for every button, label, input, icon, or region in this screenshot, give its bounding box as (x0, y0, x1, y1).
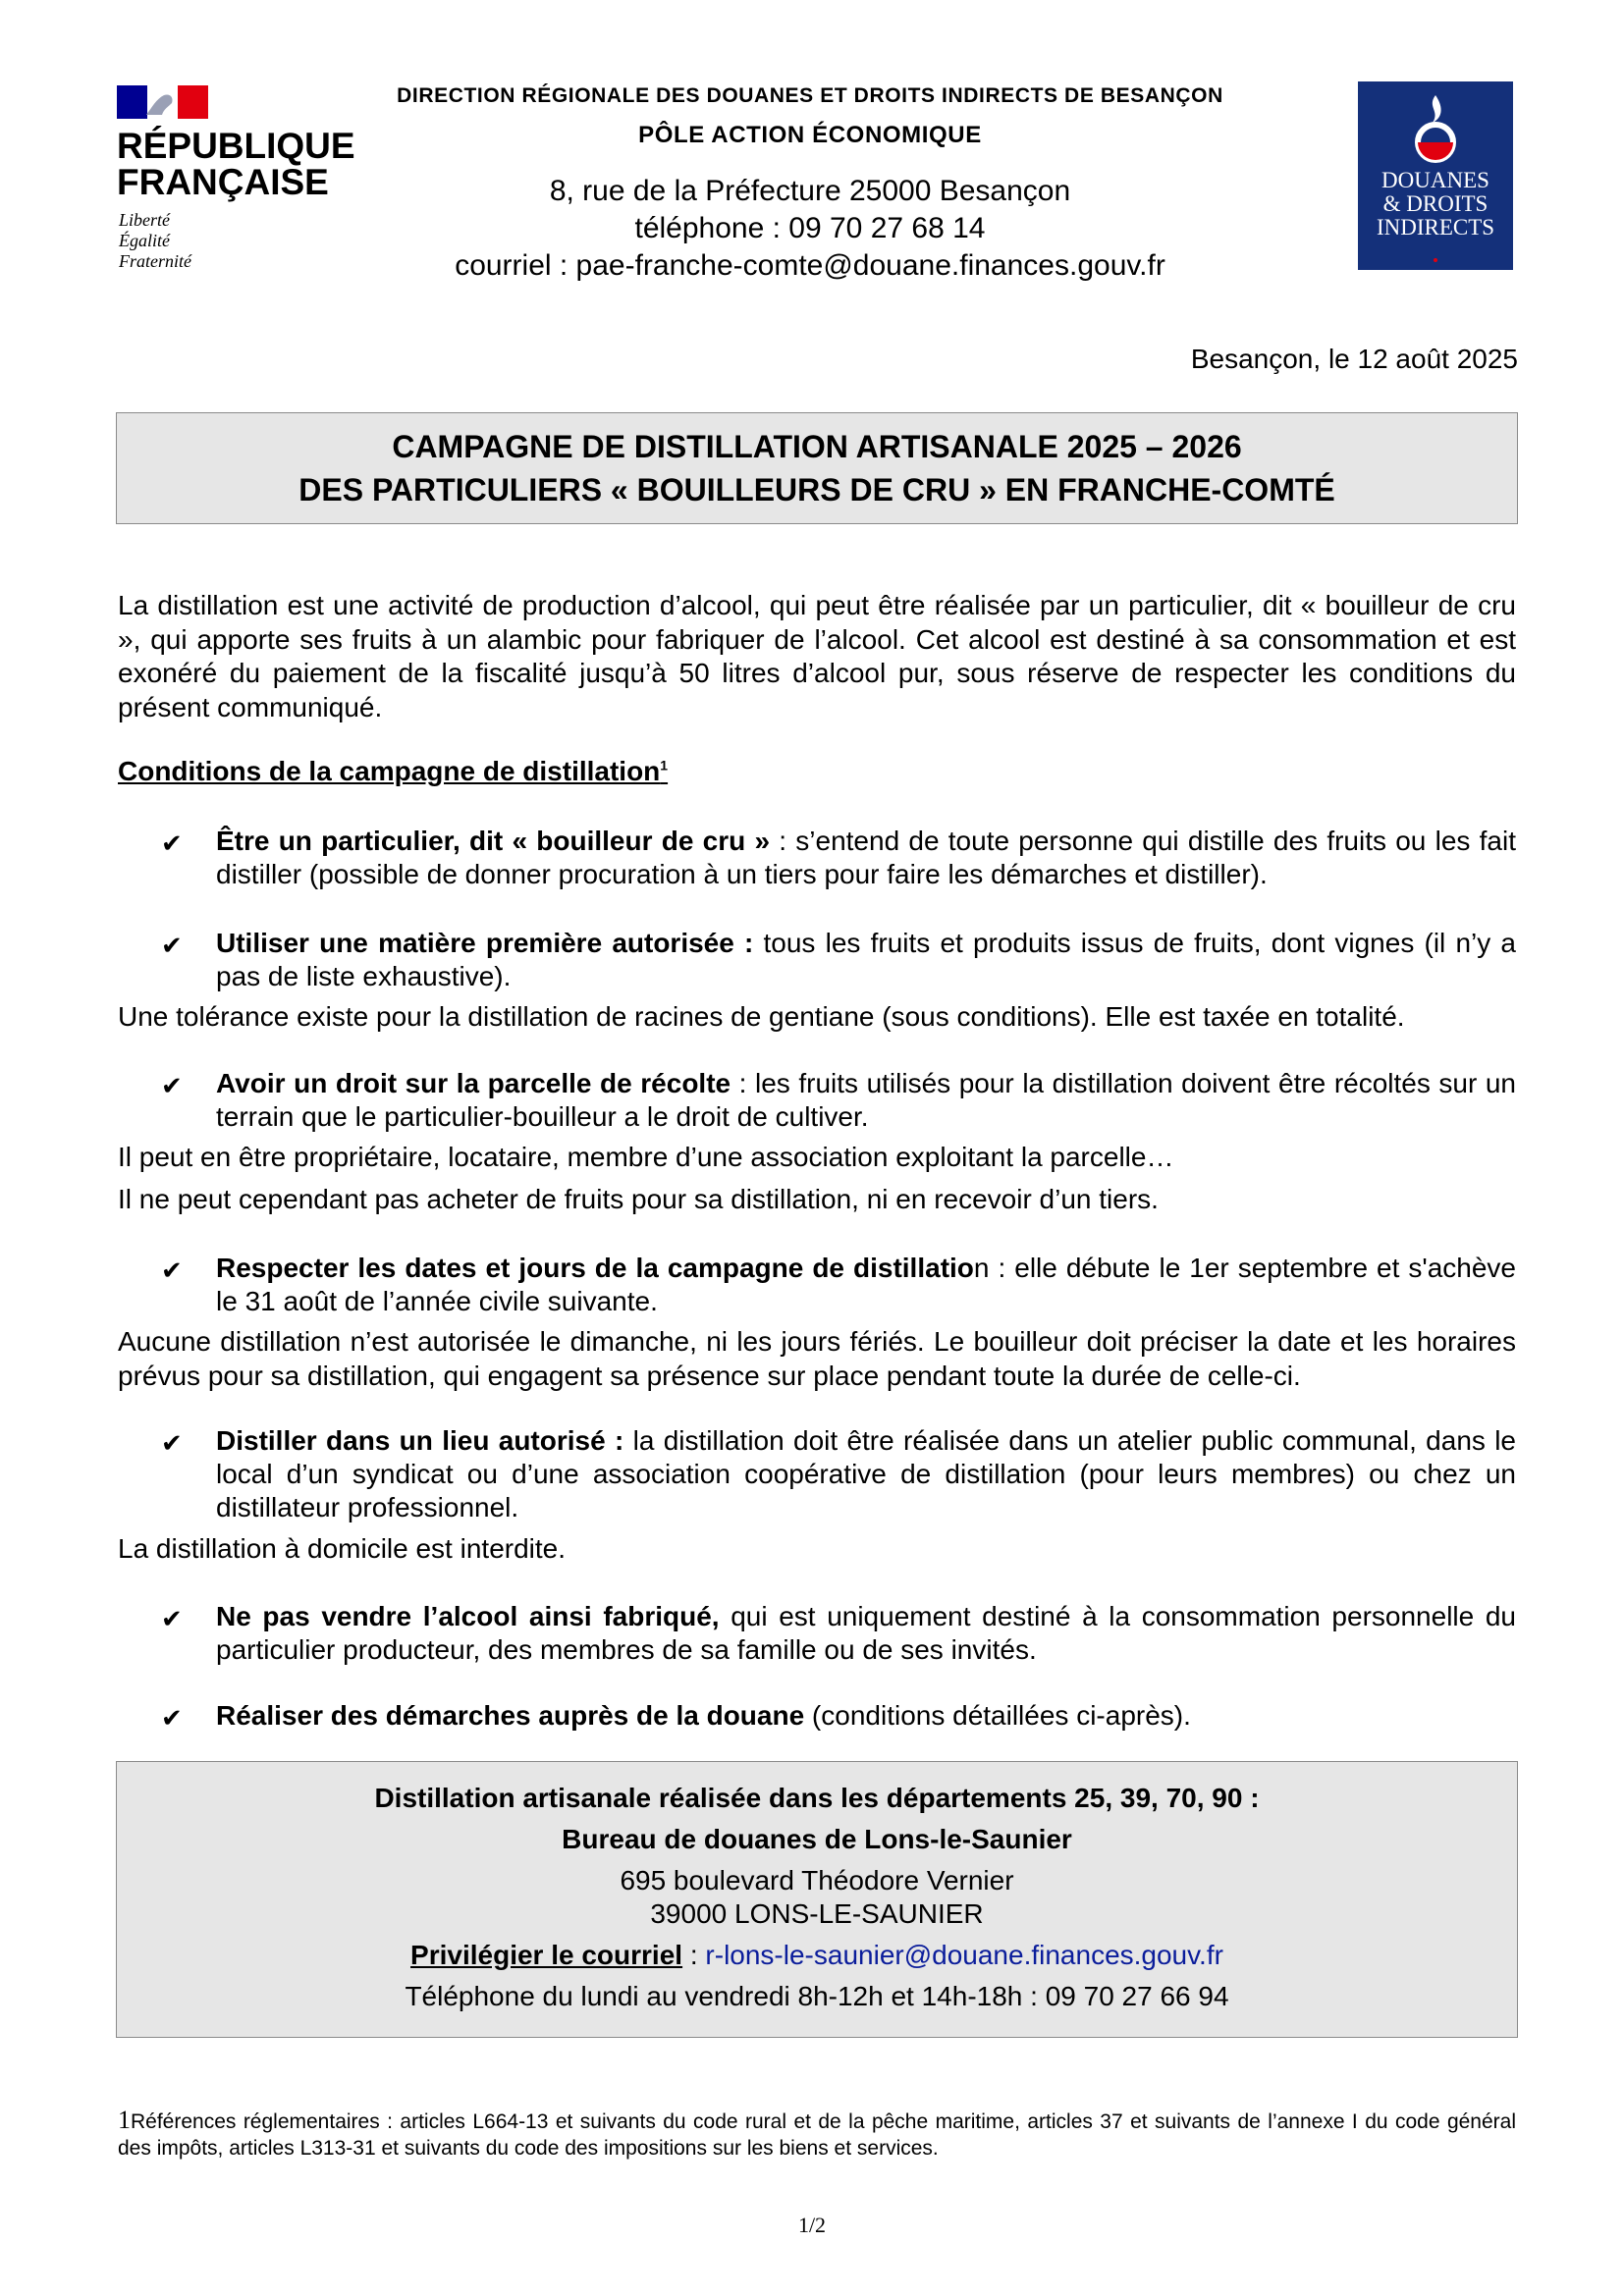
condition-item: ✔ Respecter les dates et jours de la campagne de distillation : elle débute le 1er septembre et s'achève le 31 août de l’année civile suivante. (161, 1253, 1516, 1316)
title-line-2: DES PARTICULIERS « BOUILLEURS DE CRU » EN FRANCHE-COMTÉ (298, 472, 1335, 507)
check-icon: ✔ (161, 931, 183, 960)
office-city: 39000 LONS-LE-SAUNIER (650, 1898, 984, 1929)
note-home: La distillation à domicile est interdite. (118, 1533, 567, 1564)
title-line-1: CAMPAGNE DE DISTILLATION ARTISANALE 2025 – 2026 (392, 429, 1242, 464)
header-phone: téléphone : 09 70 27 68 14 (634, 212, 986, 244)
intro-paragraph: La distillation est une activité de production d’alcool, qui peut être réalisée par un particulier, dit « bouilleur de cru », qui apporte ses fruits à un alambic pour fabriquer de l’alcool. Cet alcool est destiné à sa consommation et est exonéré du paiement de la fiscalité jusqu’à 50 litres d’alcool pur, sous réserve de respecter les conditions du présent communiqué. (118, 590, 1516, 722)
document-date: Besançon, le 12 août 2025 (1190, 344, 1518, 374)
check-icon: ✔ (161, 1703, 183, 1733)
check-icon: ✔ (161, 1071, 183, 1100)
office-email-line: Privilégier le courriel : r-lons-le-saunier@douane.finances.gouv.fr (410, 1940, 1223, 1970)
office-phone: Téléphone du lundi au vendredi 8h-12h et 14h-18h : 09 70 27 66 94 (405, 1981, 1229, 2011)
note-gentiane: Une tolérance existe pour la distillation de racines de gentiane (sous conditions). Elle est taxée en totalité. (118, 1001, 1405, 1032)
footnote-ref: 1 (660, 757, 669, 774)
office-street: 695 boulevard Théodore Vernier (620, 1865, 1014, 1896)
check-icon: ✔ (161, 828, 183, 858)
document-title (116, 412, 1518, 524)
condition-item: ✔ Avoir un droit sur la parcelle de récolte : les fruits utilisés pour la distillation doivent être récoltés sur un terrain que le particulier-bouilleur a le droit de cultiver. (161, 1068, 1517, 1132)
condition-item: ✔ Ne pas vendre l’alcool ainsi fabriqué, qui est uniquement destiné à la consommation personnelle du particulier producteur, des membres de sa famille ou de ses invités. (161, 1601, 1516, 1665)
check-icon: ✔ (161, 1604, 183, 1633)
office-email-link[interactable]: r-lons-le-saunier@douane.finances.gouv.fr (705, 1940, 1223, 1970)
check-icon: ✔ (161, 1428, 183, 1458)
header-email: courriel : pae-franche-comte@douane.finances.gouv.fr (455, 249, 1165, 282)
note-nobuy: Il ne peut cependant pas acheter de fruits pour sa distillation, ni en recevoir d’un tiers. (118, 1184, 1159, 1214)
header-pole: PÔLE ACTION ÉCONOMIQUE (638, 122, 982, 148)
office-name: Bureau de douanes de Lons-le-Saunier (562, 1824, 1072, 1854)
email-label: Privilégier le courriel (410, 1940, 683, 1970)
note-owner: Il peut en être propriétaire, locataire, membre d’une association exploitant la parcelle… (118, 1142, 1174, 1172)
header-address: 8, rue de la Préfecture 25000 Besançon (549, 175, 1071, 207)
condition-item: ✔ Être un particulier, dit « bouilleur de cru » : s’entend de toute personne qui distille des fruits ou les fait distiller (possible de donner procuration à un tiers pour faire les démarches et distiller). (161, 826, 1517, 889)
condition-item: ✔ Utiliser une matière première autorisée : tous les fruits et produits issus de fruits, dont vignes (il n’y a pas de liste exhaustive). (161, 928, 1516, 991)
condition-item: ✔ Réaliser des démarches auprès de la douane (conditions détaillées ci-après). (161, 1700, 1191, 1733)
marianne-flag-icon (117, 85, 208, 119)
office-heading: Distillation artisanale réalisée dans les départements 25, 39, 70, 90 : (374, 1783, 1260, 1813)
office-info-box (116, 1761, 1518, 2038)
conditions-heading: Conditions de la campagne de distillation$^1$ (118, 756, 669, 786)
condition-item: ✔ Distiller dans un lieu autorisé : la distillation doit être réalisée dans un atelier public communal, dans le local d’un syndicat ou d’une association coopérative de distillation (pour leurs membres) ou chez un distillateur professionnel. (161, 1425, 1516, 1522)
douanes-logo-text: DOUANES & DROITS INDIRECTS (1376, 168, 1495, 240)
republique-title: RÉPUBLIQUE FRANÇAISE (117, 126, 355, 202)
check-icon: ✔ (161, 1255, 183, 1285)
note-sunday: Aucune distillation n’est autorisée le dimanche, ni les jours fériés. Le bouilleur doit préciser la date et les horaires prévus pour sa distillation, qui engagent sa présence sur place pendant toute la durée de celle-ci. (118, 1326, 1516, 1391)
footnote: 1Références réglementaires : articles L664-13 et suivants du code rural et de la pêche maritime, articles 37 et suivants de l’annexe I du code général des impôts, articles L313-31 et suivants du code des impositions sur les biens et services. (118, 2106, 1516, 2160)
header-direction: DIRECTION RÉGIONALE DES DOUANES ET DROITS INDIRECTS DE BESANÇON (397, 84, 1223, 107)
header-contact (324, 173, 1296, 285)
douanes-logo (1358, 81, 1513, 270)
republique-motto: Liberté Égalité Fraternité (119, 210, 191, 271)
page-number: 1/2 (797, 2213, 827, 2237)
